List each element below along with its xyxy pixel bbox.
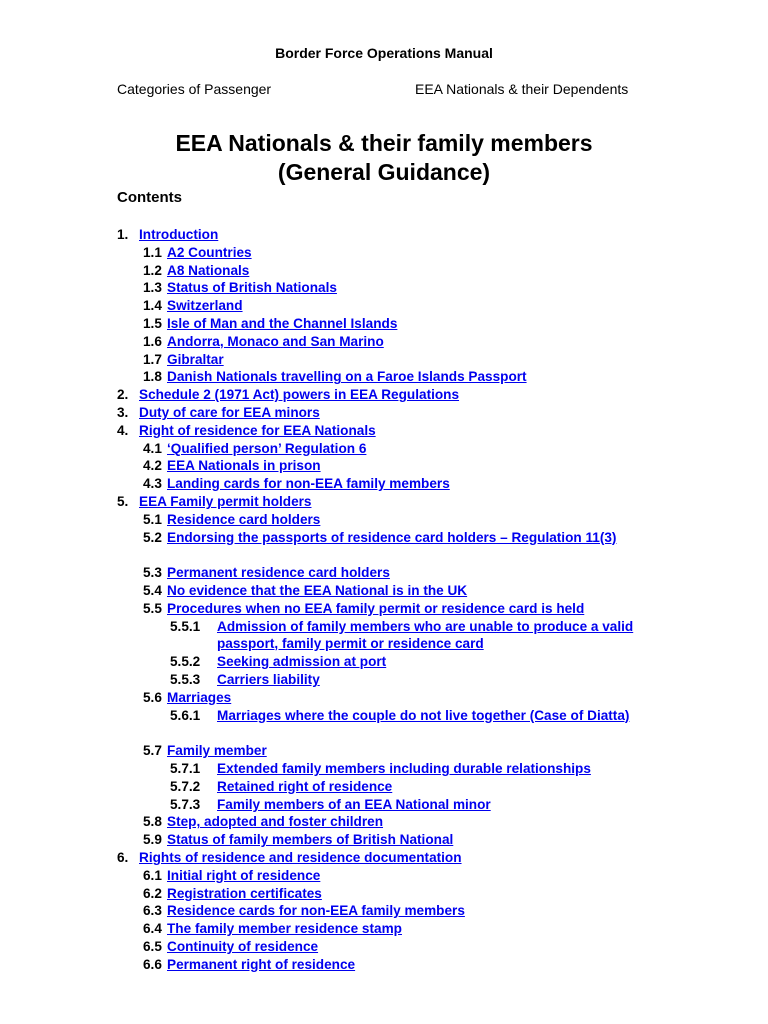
toc-entry-number: 5.2	[143, 529, 162, 545]
toc-entry-link[interactable]: Danish Nationals travelling on a Faroe Islands Passport	[167, 369, 527, 385]
toc-entry-number: 1.6	[143, 333, 162, 349]
toc-entry-link[interactable]: Residence card holders	[167, 511, 321, 527]
toc-entry-link[interactable]: Initial right of residence	[167, 867, 321, 883]
title-line-1: EEA Nationals & their family members	[175, 130, 593, 156]
manual-title: Border Force Operations Manual	[275, 45, 493, 61]
toc-entry-link[interactable]: A2 Countries	[167, 244, 252, 260]
toc-entry-number: 5.7.2	[170, 778, 201, 794]
document-title	[0, 129, 768, 187]
toc-entry-number: 5.5.3	[170, 672, 201, 687]
toc-entry-number: 5.7.3	[170, 796, 201, 812]
toc-entry-link[interactable]: Right of residence for EEA Nationals	[139, 422, 376, 438]
toc-entry-link[interactable]: Family members of an EEA National minor	[217, 796, 491, 812]
toc-entry-link[interactable]: A8 Nationals	[167, 262, 250, 278]
toc-entry-number: 1.4	[143, 298, 162, 314]
toc-entry-link[interactable]: Admission of family members who are unable to produce a valid passport, family permit or residence card	[217, 618, 634, 651]
toc-entry-number: 4.3	[143, 476, 162, 492]
toc-entry-link[interactable]: Continuity of residence	[167, 939, 319, 954]
toc-entry-link[interactable]: Carriers liability	[217, 672, 320, 687]
toc-entry-number: 3.	[117, 405, 129, 420]
category-label: Categories of Passenger	[117, 81, 272, 97]
toc-entry-link[interactable]: Residence cards for non-EEA family members	[167, 903, 465, 919]
toc-entry-link[interactable]: EEA Family permit holders	[139, 494, 312, 509]
toc-entry-number: 5.5	[143, 600, 162, 616]
toc-entry-link[interactable]: Introduction	[139, 227, 219, 242]
section-label: EEA Nationals & their Dependents	[415, 81, 629, 97]
toc-entry-number: 5.4	[143, 583, 162, 598]
toc-entry-link[interactable]: Rights of residence and residence documentation	[139, 850, 462, 865]
toc-entry-link[interactable]: The family member residence stamp	[167, 921, 402, 937]
toc-entry-number: 1.5	[143, 316, 162, 331]
toc-entry-link[interactable]: Retained right of residence	[217, 778, 393, 794]
toc-entry-number: 5.1	[143, 511, 162, 527]
toc-entry-number: 4.	[117, 422, 129, 438]
toc-entry-number: 1.1	[143, 244, 162, 260]
toc-entry-number: 5.7	[143, 743, 162, 759]
toc-entry-link[interactable]: Permanent right of residence	[167, 956, 356, 972]
toc-entry-number: 6.3	[143, 903, 162, 919]
toc-entry-number: 6.1	[143, 867, 162, 883]
toc-entry-link[interactable]: Isle of Man and the Channel Islands	[167, 316, 398, 331]
toc-entry-link[interactable]: Procedures when no EEA family permit or residence card is held	[167, 600, 585, 616]
toc-entry-link[interactable]: Status of British Nationals	[167, 280, 337, 296]
toc-entry-link[interactable]: Extended family members including durable relationships	[217, 761, 591, 776]
toc-entry-link[interactable]: Switzerland	[167, 298, 243, 314]
toc-entry-number: 5.5.2	[170, 654, 201, 670]
toc-entry-number: 6.2	[143, 885, 162, 901]
toc-entry-number: 5.3	[143, 565, 162, 581]
toc-entry-link[interactable]: ‘Qualified person’ Regulation 6	[167, 440, 367, 456]
toc-entry-number: 1.3	[143, 280, 162, 296]
toc-entry-number: 4.2	[143, 458, 162, 474]
toc-entry-link[interactable]: No evidence that the EEA National is in the UK	[167, 583, 468, 598]
toc-entry-number: 2.	[117, 387, 129, 403]
toc-entry-number: 5.7.1	[170, 761, 201, 776]
toc-entry-number: 6.4	[143, 921, 162, 937]
toc-entry-number: 5.	[117, 494, 129, 509]
toc-entry-number: 5.9	[143, 832, 162, 848]
toc-entry-link[interactable]: Endorsing the passports of residence card holders – Regulation 11(3)	[167, 529, 617, 545]
toc-entry-link[interactable]: Marriages where the couple do not live together (Case of Diatta)	[217, 707, 630, 723]
toc-entry-number: 6.5	[143, 939, 162, 954]
toc-entry-number: 4.1	[143, 440, 162, 456]
toc-entry-number: 5.6	[143, 689, 162, 705]
toc-entry-link[interactable]: Seeking admission at port	[217, 654, 387, 670]
toc-entry-number: 5.8	[143, 814, 162, 830]
toc-entry-link[interactable]: Gibraltar	[167, 351, 224, 367]
toc-entry-link[interactable]: Family member	[167, 743, 267, 759]
toc-entry-link[interactable]: Andorra, Monaco and San Marino	[167, 333, 384, 349]
toc-entry-link[interactable]: EEA Nationals in prison	[167, 458, 321, 474]
toc-entry-link[interactable]: Step, adopted and foster children	[167, 814, 384, 830]
toc-entry-number: 5.6.1	[170, 707, 201, 723]
toc-entry-number: 1.	[117, 227, 129, 242]
toc-entry-number: 6.6	[143, 956, 162, 972]
toc-entry-link[interactable]: Status of family members of British National	[167, 832, 454, 848]
toc-entry-number: 5.5.1	[170, 618, 201, 634]
contents-heading: Contents	[117, 189, 182, 206]
title-line-2: (General Guidance)	[277, 159, 491, 185]
toc-entry-number: 1.2	[143, 262, 162, 278]
toc-entry-number: 6.	[117, 850, 129, 865]
toc-entry-number: 1.7	[143, 351, 162, 367]
toc-entry-link[interactable]: Marriages	[167, 689, 232, 705]
toc-entry-link[interactable]: Landing cards for non-EEA family members	[167, 476, 450, 492]
toc-entry-link[interactable]: Registration certificates	[167, 885, 322, 901]
toc-entry-link[interactable]: Schedule 2 (1971 Act) powers in EEA Regulations	[139, 387, 460, 403]
toc-entry-link[interactable]: Duty of care for EEA minors	[139, 405, 320, 420]
toc-entry-link[interactable]: Permanent residence card holders	[167, 565, 390, 581]
toc-entry-number: 1.8	[143, 369, 162, 385]
